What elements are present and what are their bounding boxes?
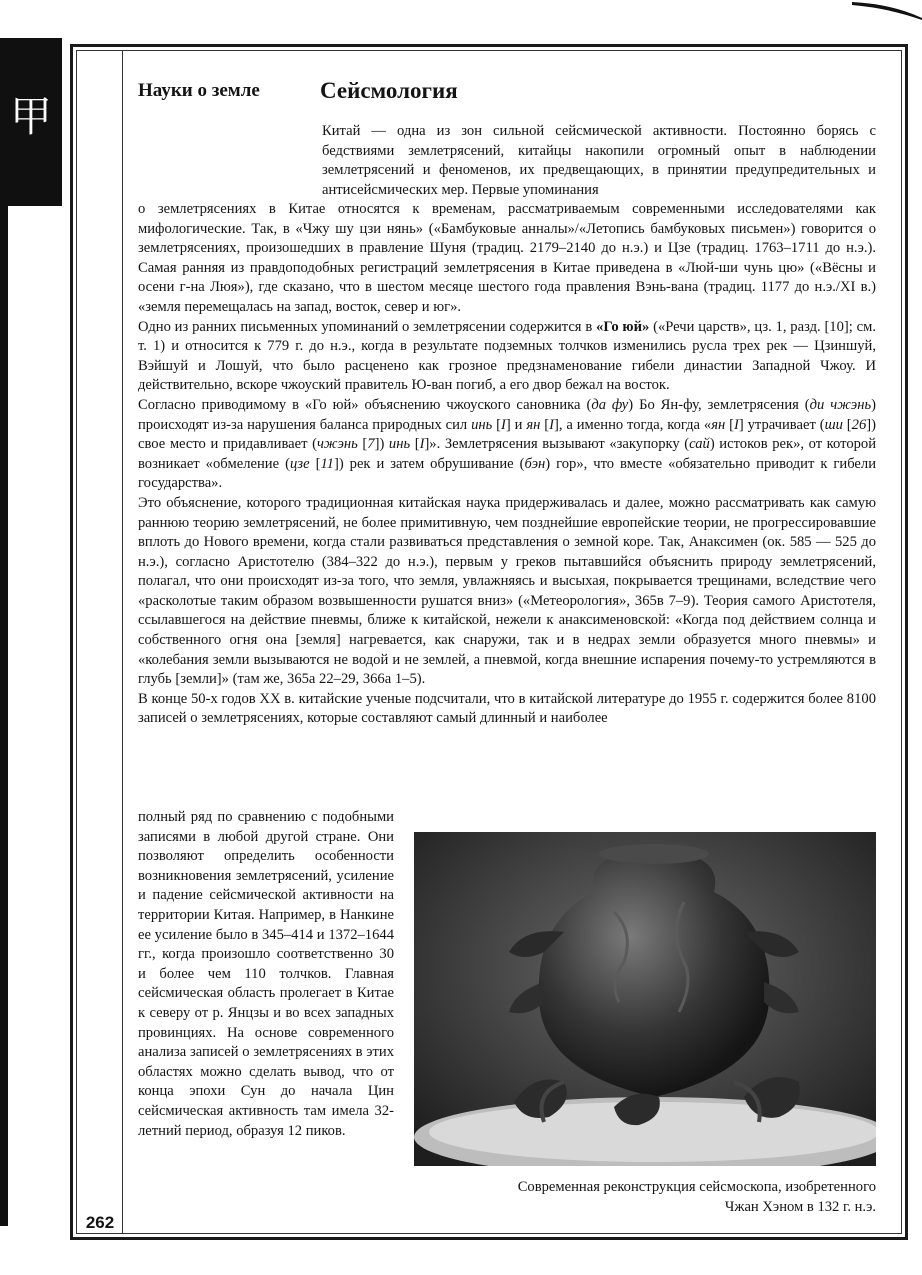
corner-swoosh-decoration [852,0,922,20]
records-paragraph-column [138,808,394,1141]
caption-line-1: Современная реконструкция сейсмоскопа, изобретенного [517,1179,876,1195]
page-number: 262 [85,1213,115,1232]
intro-paragraph-start: Китай — одна из зон сильной сейсмической активности. Постоянно борясь с бедствиями землетрясений, китайцы накопили огромный опыт в наблюдении землетрясений и феноменов, их предвещающих, в принятии предупредительных и антисейсмических мер. Первые упоминания [322,123,876,198]
seismoscope-photo [414,832,876,1166]
paragraph-theory: Это объяснение, которого традиционная китайская наука придерживалась и далее, можно рассматривать как самую раннюю теорию землетрясений, не более примитивную, чем позднейшие европейские теории, не прогрессировавшие вплоть до Нового времени, когда стали развиваться представления о земной коре. Так, Анаксимен (ок. 585 — 525 до н.э.), согласно Аристотелю (384–322 до н.э.), первым у греков пытавшийся объяснить природу землетрясений, полагал, что они происходят из-за того, что земля, увлажняясь и высыхая, покрывается трещинами, вследствие чего «расколотые таким образом возвышенности рушатся вниз» («Метеорология», 365в 7–9). Теория самого Аристотеля, ссылавшегося на действие пневмы, ближе к китайской, нежели к анаксименовской: «Когда под действием солнца и собственного огня она [земля] нагревается, как снаружи, так и в недрах земли образуется много пневмы» и «колебания земли вызываются не водой и не землей, а пневмой, когда внешние испарения почему-то устремляются в глубь [земли]» (там же, 365а 22–29, 366а 1–5). [138,494,876,688]
page-title: Сейсмология [320,78,458,103]
margin-rule [122,50,123,1234]
section-title: Науки о земле [138,80,260,101]
paragraph-guo-yu: Одно из ранних письменных упоминаний о землетрясении содержится в «Го юй» («Речи царств», цз. 1, разд. [10]; см. т. 1) и относится к 779 г. до н.э., когда в результате подземных толчков изменились русла трех рек — Цзиншуй, Вэйшуй и Лошуй, что было расценено как грозное предзнаменование гибели династии Западной Чжоу. И действительно, вскоре чжоуский правитель Ю-ван погиб, а его двор бежал на восток. [138,318,876,394]
body-text [138,200,876,729]
intro-paragraph-continued: о землетрясениях в Китае относятся к временам, рассматриваемым современными исследователями как мифологические. Так, в «Чжу шу цзи нянь» («Бамбуковые анналы»/«Летопись бамбуковых письмен») говорится о землетрясениях, произошедших в правление Шуня (традиц. 2179–2140 до н.э.) и Цзе (традиц. 1763–1711 до н.э.). Самая ранняя из правдоподобных регистраций землетрясения в Китае приведена в «Люй-ши чунь цю» («Вёсны и осени г-на Люя»), где сказано, что в шестом месяце шестого года правления Вэнь-вана (традиц. 1177 до н.э./XI в.) «земля перемещалась на запад, восток, север и юг». [138,201,876,315]
chapter-glyph: 甲 [9,92,52,141]
caption-line-2: Чжан Хэном в 132 г. н.э. [724,1198,876,1215]
paragraph-records-start: В конце 50-х годов XX в. китайские ученые подсчитали, что в китайской литературе до 1955 г. содержится более 8100 записей о землетрясениях, которые составляют самый длинный и наиболее [138,690,876,727]
paragraph-bo-yang-fu: Согласно приводимому в «Го юй» объяснению чжоуского сановника (да фу) Бо Ян-фу, землетрясения (ди чжэнь) происходят из-за нарушения баланса природных сил инь [I] и ян [I], а именно тогда, когда «ян [I] утрачивает (ши [26]) свое место и придавливает (чжэнь [7]) инь [I]». Землетрясения вызывают «закупорку (сай) истоков рек», от которой возникает «обмеление (цзе [11]) рек и затем обрушивание (бэн) гор», что вместе «обязательно приводит к гибели государства». [138,396,877,492]
paragraph-records-continued: полный ряд по сравнению с подобными записями в любой другой стране. Они позволяют определить особенности возникновения землетрясений, усиление и падение сейсмической активности на территории Китая. Например, в Нанкине ее усиление было в 345–414 и 1372–1644 гг., когда произошло соответственно 30 и более чем 110 толчков. Главная сейсмическая область пролегает в Китае к северу от р. Янцзы и во всех западных провинциях. На основе современного анализа записей о землетрясениях в этих областях можно сделать вывод, что от конца эпохи Сун до начала Цин сейсмическая активность там имела 32-летний период, образуя 12 пиков. [138,809,394,1139]
figure-caption [414,1178,876,1217]
left-margin-stem [0,206,8,1226]
